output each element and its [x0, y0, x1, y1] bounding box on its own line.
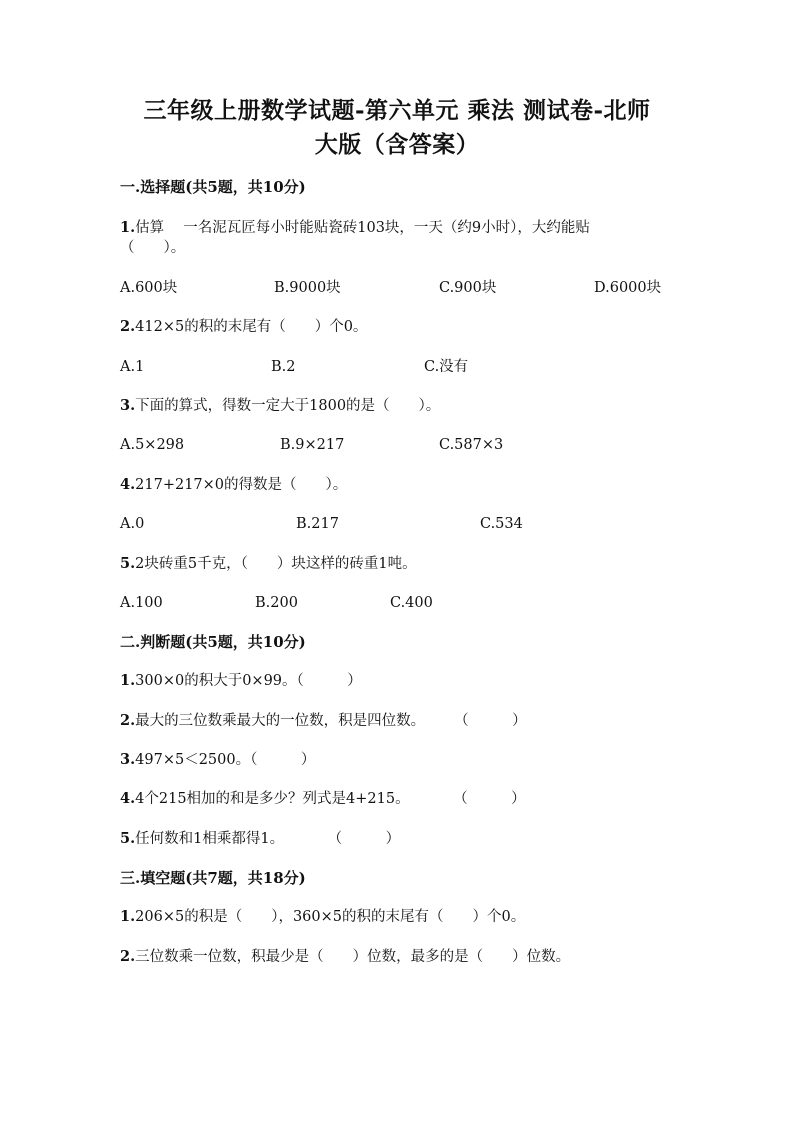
question-text: 2块砖重5千克，（ ）块这样的砖重1吨。 — [135, 556, 417, 572]
option-c: C.900块 — [439, 280, 497, 296]
option-b: B.200 — [255, 595, 298, 611]
title-line-2: 大版（含答案） — [314, 131, 480, 158]
option-b: B.9×217 — [280, 437, 345, 453]
question-text: 三位数乘一位数，积最少是（ ）位数，最多的是（ ）位数。 — [135, 949, 571, 965]
question-text: 300×0的积大于0×99。（ ） — [135, 673, 362, 689]
question-number: 5. — [120, 830, 136, 847]
section-heading-choice: 一.选择题(共5题，共10分) — [120, 178, 306, 196]
question-number: 2. — [120, 318, 136, 335]
question-number: 1. — [120, 672, 136, 689]
question-3-1 — [120, 907, 525, 927]
question-number: 3. — [120, 751, 136, 768]
question-1-1 — [120, 218, 590, 238]
question-1-1-cont: （ ）。 — [120, 240, 186, 256]
option-c: C.587×3 — [439, 437, 504, 453]
question-2-4 — [120, 789, 526, 809]
question-number: 5. — [120, 555, 136, 572]
option-b: B.2 — [271, 359, 296, 375]
question-3-2 — [120, 947, 570, 967]
option-b: B.217 — [296, 516, 339, 532]
title-line-1: 三年级上册数学试题-第六单元 乘法 测试卷-北师 — [143, 97, 651, 124]
option-a: A.100 — [120, 595, 163, 611]
document-title — [100, 94, 694, 162]
option-c: C.400 — [390, 595, 433, 611]
question-text: 497×5＜2500。（ ） — [135, 752, 316, 768]
question-text: 估算 一名泥瓦匠每小时能贴瓷砖103块，一天（约9小时），大约能贴 — [135, 220, 590, 236]
option-a: A.1 — [120, 359, 145, 375]
question-2-3 — [120, 750, 315, 770]
question-1-3 — [120, 396, 440, 416]
question-number: 1. — [120, 908, 136, 925]
option-c: C.没有 — [424, 359, 469, 375]
question-text: 217+217×0的得数是（ ）。 — [135, 477, 348, 493]
question-1-5 — [120, 554, 417, 574]
question-text: 任何数和1相乘都得1。 （ ） — [135, 831, 401, 847]
question-1-4 — [120, 475, 347, 495]
option-d: D.6000块 — [594, 280, 662, 296]
question-text: 412×5的积的末尾有（ ）个0。 — [135, 319, 368, 335]
question-2-1 — [120, 671, 362, 691]
question-2-2 — [120, 711, 527, 731]
question-number: 4. — [120, 476, 136, 493]
option-a: A.600块 — [120, 280, 178, 296]
question-number: 3. — [120, 397, 136, 414]
question-1-2 — [120, 317, 367, 337]
section-heading-judgement: 二.判断题(共5题，共10分) — [120, 633, 306, 651]
question-number: 1. — [120, 219, 136, 236]
section-heading-fill-blank: 三.填空题(共7题，共18分) — [120, 869, 306, 887]
option-a: A.0 — [120, 516, 145, 532]
question-text: 4个215相加的和是多少？列式是4+215。 （ ） — [135, 791, 526, 807]
option-b: B.9000块 — [274, 280, 341, 296]
question-text: 206×5的积是（ ），360×5的积的末尾有（ ）个0。 — [135, 909, 526, 925]
question-text: 下面的算式，得数一定大于1800的是（ ）。 — [135, 398, 441, 414]
question-2-5 — [120, 829, 400, 849]
option-c: C.534 — [480, 516, 523, 532]
question-number: 4. — [120, 790, 136, 807]
question-number: 2. — [120, 712, 136, 729]
option-a: A.5×298 — [120, 437, 185, 453]
question-text: 最大的三位数乘最大的一位数，积是四位数。 （ ） — [135, 713, 527, 729]
question-number: 2. — [120, 948, 136, 965]
